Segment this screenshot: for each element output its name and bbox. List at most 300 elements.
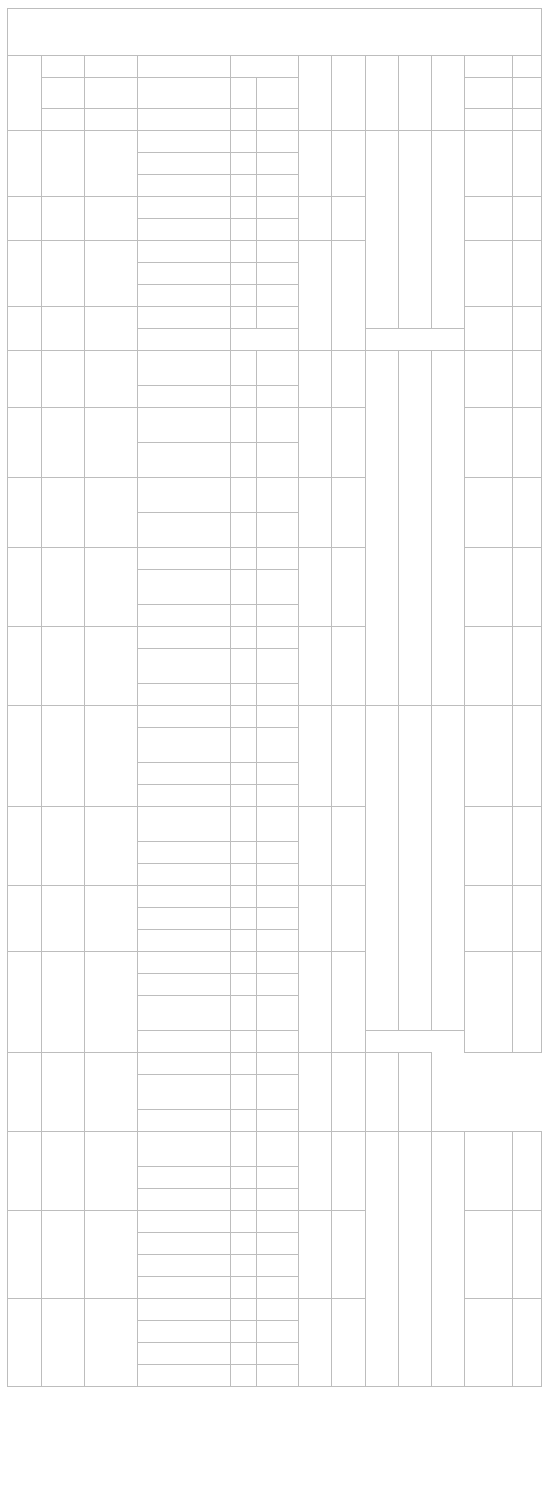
inertia-cell (465, 408, 513, 478)
D1-cell (332, 807, 366, 886)
y-length-cell (231, 1299, 257, 1321)
j1-length-cell (257, 1299, 299, 1321)
bore-diameter-cell (138, 1075, 231, 1110)
D-cell (299, 241, 332, 351)
bore-diameter-cell (138, 1189, 231, 1211)
speed-cell (85, 478, 138, 548)
bore-diameter-cell (138, 974, 231, 996)
j1-length-cell (257, 1343, 299, 1365)
table-body (8, 9, 542, 1387)
header-H (432, 56, 465, 131)
D1-cell (332, 351, 366, 408)
D1-cell (332, 408, 366, 478)
y-length-cell (231, 684, 257, 706)
bore-diameter-cell (138, 842, 231, 864)
j1-length-cell (257, 1053, 299, 1075)
table-title (8, 9, 542, 56)
header-speed-unit (85, 109, 138, 131)
bore-diameter-cell (138, 996, 231, 1031)
D-cell (299, 706, 332, 807)
y-length-cell (231, 842, 257, 864)
torque-cell (42, 706, 85, 807)
speed-cell (85, 197, 138, 241)
mass-cell (513, 241, 542, 307)
y-length-cell (231, 930, 257, 952)
header-inertia-unit (465, 109, 513, 131)
S-cell (366, 351, 399, 706)
y-length-cell (231, 996, 257, 1031)
y-length-cell (231, 197, 257, 219)
D1-cell (332, 627, 366, 706)
y-length-cell (231, 570, 257, 605)
model-cell (8, 1132, 42, 1211)
j1-length-cell (257, 605, 299, 627)
j1-length-cell (257, 974, 299, 996)
header-S1 (399, 56, 432, 131)
bore-diameter-cell (138, 930, 231, 952)
D-cell (299, 807, 332, 886)
j1-length-cell (257, 175, 299, 197)
bore-diameter-cell (138, 386, 231, 408)
j1-length-cell (257, 1277, 299, 1299)
header-S (366, 56, 399, 131)
mass-cell (513, 548, 542, 627)
torque-cell (42, 478, 85, 548)
header-torque-top (42, 56, 85, 78)
header-speed-top (85, 56, 138, 78)
model-cell (8, 548, 42, 627)
header-mass-top (513, 56, 542, 78)
mass-cell (513, 1132, 542, 1211)
H-cell (432, 706, 465, 1031)
y-length-cell (231, 241, 257, 263)
header-torque-mid (42, 78, 85, 109)
H-cell (432, 131, 465, 329)
j1-length-cell (257, 706, 299, 728)
y-length-cell (231, 605, 257, 627)
y-length-cell (231, 1075, 257, 1110)
y-length-cell (231, 1167, 257, 1189)
bore-diameter-cell (138, 627, 231, 649)
D1-cell (332, 886, 366, 952)
speed-cell (85, 952, 138, 1053)
j1-length-cell (257, 1255, 299, 1277)
inertia-cell (465, 197, 513, 241)
j1-length-cell (257, 241, 299, 263)
mass-cell (513, 886, 542, 952)
j1-length-cell (257, 908, 299, 930)
j1-length-cell (257, 1075, 299, 1110)
inertia-cell (465, 627, 513, 706)
j1-length-cell (257, 649, 299, 684)
torque-cell (42, 351, 85, 408)
j1-length-cell (257, 351, 299, 386)
j1-length-cell (257, 478, 299, 513)
speed-cell (85, 241, 138, 307)
model-cell (8, 131, 42, 197)
y-length-cell (231, 131, 257, 153)
bore-diameter-cell (138, 785, 231, 807)
mass-cell (513, 197, 542, 241)
y-length-cell (231, 974, 257, 996)
mass-cell (513, 351, 542, 408)
y-length-cell (231, 153, 257, 175)
j1-length-cell (257, 443, 299, 478)
bore-diameter-cell (138, 649, 231, 684)
mass-cell (513, 1299, 542, 1387)
j1-length-cell (257, 763, 299, 785)
y-length-cell (231, 864, 257, 886)
D-cell (299, 627, 332, 706)
speed-cell (85, 706, 138, 807)
H-cell (432, 1132, 465, 1387)
inertia-cell (465, 478, 513, 548)
bore-diameter-cell (138, 908, 231, 930)
j1-length-cell (257, 864, 299, 886)
D1-cell (332, 1211, 366, 1299)
mass-cell (513, 706, 542, 807)
y-length-cell (231, 1343, 257, 1365)
bore-diameter-cell (138, 443, 231, 478)
speed-cell (85, 886, 138, 952)
inertia-cell (465, 351, 513, 408)
bore-diameter-cell (138, 1053, 231, 1075)
H-cell (432, 351, 465, 706)
header-speed-mid (85, 78, 138, 109)
model-cell (8, 408, 42, 478)
D-cell (299, 886, 332, 952)
bore-diameter-cell (138, 1110, 231, 1132)
torque-cell (42, 548, 85, 627)
y-length-cell (231, 1277, 257, 1299)
j1-length-cell (257, 219, 299, 241)
bore-diameter-cell (138, 153, 231, 175)
bore-diameter-cell (138, 684, 231, 706)
D1-cell (332, 131, 366, 197)
header-mass-blank (513, 109, 542, 131)
inertia-cell (465, 706, 513, 807)
header-bore-group (138, 56, 231, 78)
y-length-cell (231, 1365, 257, 1387)
bore-diameter-cell (138, 763, 231, 785)
bore-diameter-cell (138, 1299, 231, 1321)
bore-diameter-cell (138, 329, 231, 351)
header-y-unit (231, 109, 257, 131)
j1-length-cell (257, 1167, 299, 1189)
bore-diameter-cell (138, 478, 231, 513)
y-length-cell (231, 886, 257, 908)
y-length-cell (231, 307, 257, 329)
y-length-cell (231, 219, 257, 241)
speed-cell (85, 307, 138, 351)
j1-length-cell (257, 1233, 299, 1255)
torque-cell (42, 1053, 85, 1132)
S1-cell (399, 351, 432, 706)
y-length-cell (231, 386, 257, 408)
inertia-cell (465, 1211, 513, 1299)
bore-diameter-cell (138, 307, 231, 329)
torque-cell (42, 952, 85, 1053)
header-torque-unit (42, 109, 85, 131)
mass-cell (513, 1211, 542, 1299)
D1-cell (332, 197, 366, 241)
j1-length-cell (257, 952, 299, 974)
bore-diameter-cell (138, 351, 231, 386)
y-length-cell (231, 1132, 257, 1167)
y-length-cell (231, 728, 257, 763)
D-cell (299, 1132, 332, 1211)
inertia-cell (465, 1299, 513, 1387)
y-length-cell (231, 548, 257, 570)
y-length-cell (231, 1321, 257, 1343)
inertia-cell (465, 131, 513, 197)
j1-length-cell (257, 886, 299, 908)
j1-length-cell (257, 728, 299, 763)
bore-diameter-cell (138, 408, 231, 443)
y-length-cell (231, 627, 257, 649)
bore-diameter-cell (138, 1343, 231, 1365)
j1-length-cell (257, 996, 299, 1031)
bore-diameter-cell (138, 1211, 231, 1233)
header-bore-blank (138, 109, 231, 131)
header-y-type (231, 78, 257, 109)
D-cell (299, 548, 332, 627)
y-length-cell (231, 649, 257, 684)
D1-cell (332, 1053, 366, 1132)
j1-length-cell (257, 263, 299, 285)
y-length-cell (231, 513, 257, 548)
torque-cell (42, 131, 85, 197)
y-length-cell (231, 807, 257, 842)
torque-cell (42, 1211, 85, 1299)
table-row (8, 1132, 542, 1167)
j1-length-cell (257, 285, 299, 307)
D-cell (299, 478, 332, 548)
bore-diameter-cell (138, 706, 231, 728)
D1-cell (332, 952, 366, 1053)
bore-diameter-cell (138, 131, 231, 153)
D1-cell (332, 706, 366, 807)
D-cell (299, 408, 332, 478)
y-length-cell (231, 351, 257, 386)
bore-diameter-cell (138, 1031, 231, 1053)
j1-length-cell (257, 197, 299, 219)
table-row (8, 131, 542, 153)
bore-diameter-cell (138, 728, 231, 763)
j1-length-cell (257, 930, 299, 952)
j1-length-cell (257, 842, 299, 864)
bore-diameter-cell (138, 952, 231, 974)
j1-length-cell (257, 1189, 299, 1211)
y-length-cell (231, 1031, 257, 1053)
j1-length-cell (257, 1110, 299, 1132)
inertia-cell (465, 241, 513, 307)
j1-length-cell (257, 684, 299, 706)
model-cell (8, 478, 42, 548)
mass-cell (513, 478, 542, 548)
j1-length-cell (257, 785, 299, 807)
speed-cell (85, 627, 138, 706)
header-D (299, 56, 332, 131)
D-cell (299, 351, 332, 408)
speed-cell (85, 548, 138, 627)
table-row (8, 351, 542, 386)
speed-cell (85, 408, 138, 478)
mass-cell (513, 627, 542, 706)
bore-diameter-cell (138, 1365, 231, 1387)
torque-cell (42, 807, 85, 886)
model-cell (8, 1053, 42, 1132)
mass-cell (513, 131, 542, 197)
j1-length-cell (257, 548, 299, 570)
coupling-spec-table (7, 8, 542, 1387)
bore-diameter-cell (138, 1167, 231, 1189)
y-length-cell (231, 952, 257, 974)
mass-cell (513, 807, 542, 886)
bore-diameter-cell (138, 807, 231, 842)
torque-cell (42, 886, 85, 952)
model-cell (8, 627, 42, 706)
j1-length-cell (257, 513, 299, 548)
D1-cell (332, 1299, 366, 1387)
speed-cell (85, 1211, 138, 1299)
D-cell (299, 1299, 332, 1387)
j1-length-cell (257, 408, 299, 443)
torque-cell (42, 408, 85, 478)
j1-length-cell (257, 1132, 299, 1167)
bore-diameter-cell (138, 175, 231, 197)
speed-cell (85, 351, 138, 408)
j1-length-cell (257, 386, 299, 408)
mass-cell (399, 1053, 432, 1132)
j1-length-cell (257, 807, 299, 842)
inertia-cell (465, 307, 513, 351)
y-length-cell (231, 263, 257, 285)
mass-cell (513, 408, 542, 478)
j1-length-cell (257, 1321, 299, 1343)
j1-length-cell (257, 1365, 299, 1387)
y-length-cell (231, 478, 257, 513)
bore-diameter-cell (138, 285, 231, 307)
y-length-cell (231, 1110, 257, 1132)
bore-diameter-cell (138, 197, 231, 219)
table-row (8, 1053, 542, 1075)
torque-cell (42, 307, 85, 351)
model-cell (8, 706, 42, 807)
torque-cell (42, 627, 85, 706)
model-cell (8, 952, 42, 1053)
model-cell (8, 807, 42, 886)
D-cell (299, 197, 332, 241)
bore-diameter-cell (138, 864, 231, 886)
j1-length-cell (257, 570, 299, 605)
bore-diameter-cell (138, 570, 231, 605)
bore-diameter-cell (138, 263, 231, 285)
y-length-cell (231, 1233, 257, 1255)
mass-cell (513, 307, 542, 351)
inertia-cell (465, 952, 513, 1053)
torque-cell (42, 241, 85, 307)
S-cell (366, 131, 399, 329)
speed-cell (85, 807, 138, 886)
speed-cell (85, 1053, 138, 1132)
model-cell (8, 351, 42, 408)
D-cell (299, 131, 332, 197)
y-length-cell (231, 1255, 257, 1277)
y-length-cell (231, 408, 257, 443)
model-cell (8, 197, 42, 241)
model-cell (8, 886, 42, 952)
mass-cell (513, 952, 542, 1053)
D-cell (299, 1053, 332, 1132)
S1-cell (399, 131, 432, 329)
header-j1-type (257, 78, 299, 109)
header-D1 (332, 56, 366, 131)
header-length-group (231, 56, 299, 78)
S1-cell (399, 1132, 432, 1387)
S1-cell (399, 706, 432, 1031)
header-inertia-mid (465, 78, 513, 109)
inertia-cell (465, 886, 513, 952)
y-length-cell (231, 908, 257, 930)
y-length-cell (231, 1053, 257, 1075)
y-length-cell (231, 1211, 257, 1233)
bore-diameter-cell (138, 241, 231, 263)
speed-cell (85, 131, 138, 197)
torque-cell (42, 1299, 85, 1387)
inertia-cell (465, 1132, 513, 1211)
bore-diameter-cell (138, 1321, 231, 1343)
D1-cell (332, 241, 366, 351)
D1-cell (332, 478, 366, 548)
torque-cell (42, 197, 85, 241)
y-length-cell (231, 706, 257, 728)
torque-cell (42, 1132, 85, 1211)
model-cell (8, 241, 42, 307)
y-length-cell (231, 785, 257, 807)
bore-diameter-cell (138, 513, 231, 548)
header-mass-mid (513, 78, 542, 109)
bore-diameter-cell (138, 548, 231, 570)
inertia-cell (366, 1053, 399, 1132)
model-cell (8, 307, 42, 351)
bore-diameter-cell (138, 1255, 231, 1277)
model-cell (8, 1211, 42, 1299)
bore-diameter-cell (138, 219, 231, 241)
bore-diameter-cell (138, 1233, 231, 1255)
speed-cell (85, 1132, 138, 1211)
table-row (8, 706, 542, 728)
j1-length-cell (257, 307, 299, 329)
j1-length-cell (257, 153, 299, 175)
D1-cell (332, 548, 366, 627)
j1-length-cell (257, 627, 299, 649)
y-length-cell (231, 285, 257, 307)
bore-diameter-cell (138, 886, 231, 908)
j1-length-cell (257, 131, 299, 153)
D-cell (299, 1211, 332, 1299)
y-length-cell (231, 763, 257, 785)
bore-diameter-cell (138, 605, 231, 627)
header-model (8, 56, 42, 131)
j1-length-cell (257, 1211, 299, 1233)
bore-diameter-cell (138, 1277, 231, 1299)
y-length-cell (231, 175, 257, 197)
header-inertia-top (465, 56, 513, 78)
header-j1-unit (257, 109, 299, 131)
y-length-cell (231, 1189, 257, 1211)
D1-cell (332, 1132, 366, 1211)
